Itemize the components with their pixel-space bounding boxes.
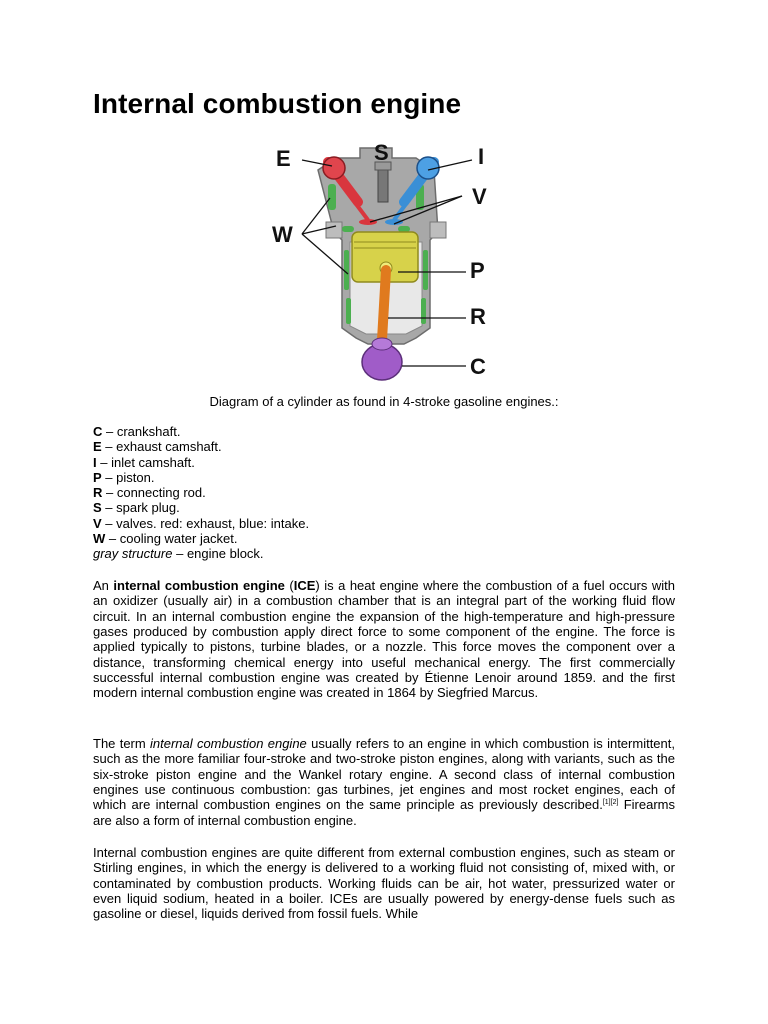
- legend-text: – piston.: [101, 469, 155, 485]
- legend-text: – inlet camshaft.: [96, 454, 195, 470]
- citation-link[interactable]: [1][2]: [602, 799, 619, 807]
- legend-key: gray structure: [93, 546, 173, 562]
- connecting-rod: [382, 270, 386, 340]
- legend-key: C: [93, 424, 103, 439]
- legend-key: E: [93, 439, 102, 455]
- label-v: V: [472, 184, 487, 209]
- legend-key: W: [93, 531, 106, 547]
- legend-item: [93, 546, 675, 561]
- figure-legend: [93, 424, 675, 562]
- paragraph-term: [93, 736, 675, 828]
- legend-item: [93, 516, 675, 531]
- legend-item: [93, 531, 675, 546]
- legend-key: P: [93, 469, 102, 485]
- legend-text: – crankshaft.: [102, 424, 181, 439]
- p2-text-a: The term: [93, 736, 151, 751]
- page-title: Internal combustion engine: [93, 88, 462, 119]
- legend-text: – engine block.: [172, 546, 264, 562]
- legend-key: S: [93, 500, 102, 516]
- label-s: S: [374, 140, 389, 165]
- p1-text-c: (: [284, 578, 294, 593]
- legend-item: [93, 470, 675, 485]
- figure-caption: Diagram of a cylinder as found in 4-stroke gasoline engines.:: [209, 394, 559, 409]
- label-i: I: [478, 144, 485, 169]
- p1-text-d: ) is a heat engine where the combustion of a fuel occurs with an oxidizer (usually air) in a combustion chamber that is an integral part of the working fluid flow circuit. In an internal combustion engine the expansion of the high-temperature and high-pressure gases produced by combustion apply direct force to some component of the engine. The force is applied typically to pistons, turbine blades, or a nozzle. This force moves the component over a distance, transforming chemical energy into useful mechanical energy. The first commercially successful internal combustion engine was created by Étienne Lenoir around 1859. and the first modern internal combustion engine was created in 1864 by Siegfried Marcus.: [93, 578, 675, 701]
- legend-text: – spark plug.: [101, 500, 180, 516]
- label-w: W: [272, 222, 293, 247]
- legend-text: – valves. red: exhaust, blue: intake.: [101, 515, 310, 531]
- legend-item: [93, 485, 675, 500]
- legend-item: [93, 439, 675, 454]
- legend-item: [93, 500, 675, 515]
- legend-key: V: [93, 515, 102, 531]
- legend-item: [93, 424, 675, 439]
- p1-term: internal combustion engine: [113, 578, 285, 593]
- p2-term: internal combustion engine: [150, 736, 307, 751]
- engine-cylinder-diagram: [266, 138, 496, 390]
- paragraph-intro: [93, 578, 675, 701]
- legend-key: I: [93, 454, 97, 470]
- legend-text: – cooling water jacket.: [105, 531, 238, 547]
- legend-key: R: [93, 485, 103, 501]
- label-p: P: [470, 258, 485, 283]
- legend-text: – connecting rod.: [102, 485, 206, 501]
- p1-abbrev: ICE: [293, 578, 316, 593]
- p2-text-c: Firearms are also a form of internal combustion engine.: [93, 797, 675, 828]
- paragraph-comparison: Internal combustion engines are quite different from external combustion engines, such as steam or Stirling engines, in which the energy is delivered to a working fluid not consisting of, mixed with, or contaminated by combustion products. Working fluids can be air, hot water, pressurized water or even liquid sodium, heated in a boiler. ICEs are usually powered by energy-dense fuels such as gasoline or diesel, liquids derived from fossil fuels. While: [93, 845, 675, 922]
- p2-text-b: usually refers to an engine in which combustion is intermittent, such as the more familiar four-stroke and two-stroke piston engines, along with variants, such as the six-stroke piston engine and the Wankel rotary engine. A second class of internal combustion engines use continuous combustion: gas turbines, jet engines and most rocket engines, each of which are internal combustion engines on the same principle as previously described.: [93, 736, 675, 813]
- p1-text-a: An: [93, 578, 114, 593]
- label-e: E: [276, 146, 291, 171]
- legend-item: [93, 455, 675, 470]
- label-c: C: [470, 354, 486, 379]
- legend-text: – exhaust camshaft.: [101, 439, 222, 455]
- label-r: R: [470, 304, 486, 329]
